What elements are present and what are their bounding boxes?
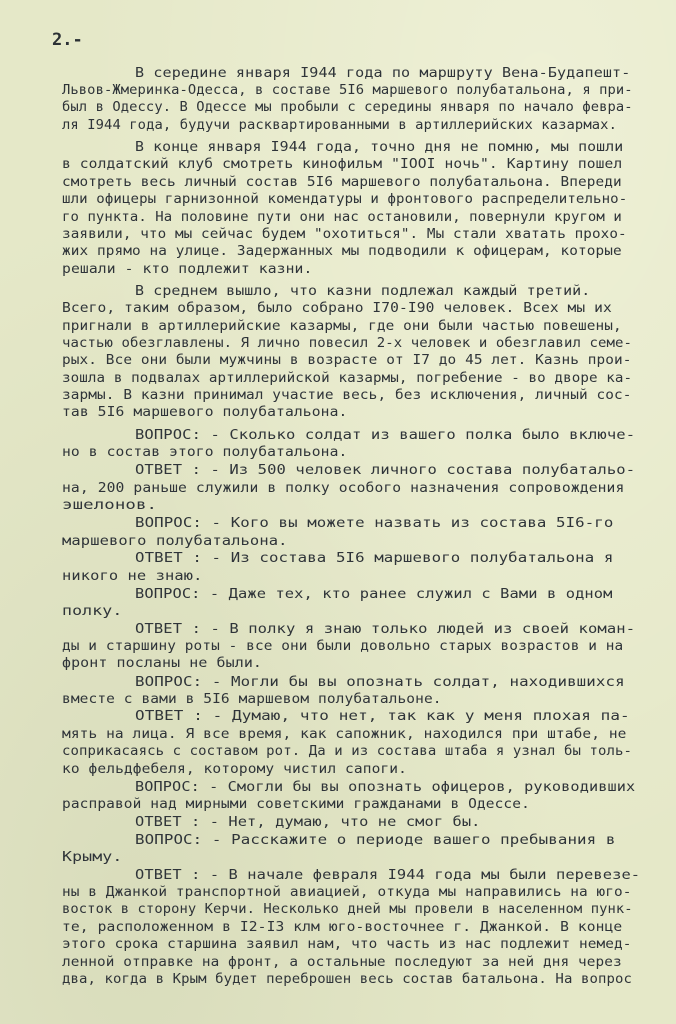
- text-line: эшелонов.: [62, 497, 158, 513]
- text-line: заявили, что мы сейчас будем "охотиться". Мы стали хватать прохо-: [62, 226, 627, 242]
- text-line: Крыму.: [62, 849, 123, 865]
- text-line: ВОПРОС: - Смогли бы вы опознать офицеров, руководивших: [135, 779, 636, 795]
- text-line: маршевого полубатальона.: [62, 533, 288, 549]
- text-line: полку.: [62, 603, 123, 619]
- text-line: ОТВЕТ : - Думаю, что нет, так как у меня плохая па-: [135, 708, 630, 724]
- text-line: ны в Джанкой транспортной авиацией, откуда мы направились на юго-: [62, 884, 632, 900]
- text-line: частью обезглавлены. Я лично повесил 2-х человек и обезглавил семе-: [62, 335, 633, 351]
- text-line: В среднем вышло, что казни подлежал каждый третий.: [135, 283, 591, 299]
- text-line: ВОПРОС: - Кого вы можете назвать из состава 5I6-го: [135, 515, 614, 531]
- text-line: жих прямо на улице. Задержанных мы подводили к офицерам, которые: [62, 243, 622, 259]
- text-line: ленной отправке на фронт, а остальные последуют за ней дня через: [62, 954, 622, 970]
- text-line: ВОПРОС: - Расскажите о периоде вашего пребывания в: [135, 832, 616, 848]
- text-line: соприкасаясь с составом рот. Да и из состава штаба я узнал бы толь-: [62, 743, 633, 759]
- text-line: ОТВЕТ : - В полку я знаю только людей из своей коман-: [135, 621, 636, 637]
- text-line: ВОПРОС: - Могли бы вы опознать солдат, находившихся: [135, 674, 625, 690]
- text-line: ВОПРОС: - Даже тех, кто ранее служил с Вами в одном: [135, 586, 613, 602]
- text-line: пригнали в артиллерийские казармы, где они были частью повешены,: [62, 318, 622, 334]
- text-line: те, расположенном в I2-I3 клм юго-восточнее г. Джанкой. В конце: [62, 919, 623, 935]
- text-line: восток в сторону Керчи. Несколько дней мы провели в населенном пунк-: [62, 901, 633, 917]
- text-line: расправой над мирными советскими гражданами в Одессе.: [62, 796, 530, 812]
- text-line: на, 200 раньше служили в полку особого назначения сопровождения: [62, 480, 625, 496]
- text-line: никого не знаю.: [62, 568, 203, 584]
- text-line: в солдатский клуб смотреть кинофильм "IOOI ночь". Картину пошел: [62, 156, 623, 172]
- text-line: ВОПРОС: - Сколько солдат из вашего полка было включе-: [135, 427, 636, 443]
- text-line: го пункта. На половине пути они нас остановили, повернули кругом и: [62, 209, 622, 225]
- text-line: ОТВЕТ : - В начале февраля I944 года мы были перевезе-: [135, 867, 641, 883]
- text-line: был в Одессу. В Одессе мы пробыли с середины января по начало февра-: [62, 99, 633, 115]
- text-line: ОТВЕТ : - Из 500 человек личного состава полубатальо-: [135, 462, 636, 478]
- text-line: шли офицеры гарнизонной комендатуры и фронтового распределительно-: [62, 191, 628, 207]
- text-line: Львов-Жмеринка-Одесса, в составе 5I6 маршевого полубатальона, я при-: [62, 82, 633, 98]
- text-line: мять на лица. Я все время, как сапожник, находился при штабе, не: [62, 726, 627, 742]
- text-line: ды и старшину роты - все они были довольно старых возрастов и на: [62, 638, 624, 654]
- text-line: зошла в подвалах артиллерийской казармы, погребение - во дворе ка-: [62, 370, 633, 386]
- text-line: В конце января I944 года, точно дня не помню, мы пошли: [135, 139, 624, 155]
- bleed-through-text: [210, 48, 410, 64]
- text-line: ОТВЕТ : - Нет, думаю, что не смог бы.: [135, 814, 481, 830]
- text-line: тав 5I6 маршевого полубатальона.: [62, 404, 348, 420]
- text-line: два, когда в Крым будет переброшен весь состав батальона. На вопрос: [62, 971, 633, 987]
- text-line: ОТВЕТ : - Из состава 5I6 маршевого полубатальона я: [135, 550, 614, 566]
- page-number: 2.-: [52, 30, 83, 50]
- text-line: зармы. В казни принимал участие весь, без исключения, личный сос-: [62, 387, 632, 403]
- text-line: смотреть весь личный состав 5I6 маршевого полубатальона. Впереди: [62, 174, 622, 190]
- text-line: В середине января I944 года по маршруту Вена-Будапешт-: [135, 65, 631, 81]
- text-line: этого срока старшина заявил нам, что часть из нас подлежит немед-: [62, 936, 632, 952]
- text-line: ко фельдфебеля, которому чистил сапоги.: [62, 761, 407, 777]
- text-line: вместе с вами в 5I6 маршевом полубатальоне.: [62, 691, 442, 707]
- text-line: фронт посланы не были.: [62, 655, 263, 671]
- text-line: рых. Все они были мужчины в возрасте от I7 до 45 лет. Казнь прои-: [62, 352, 632, 368]
- text-line: Всего, таким образом, было собрано I70-I90 человек. Всех мы их: [62, 300, 612, 316]
- text-line: но в состав этого полубатальона.: [62, 444, 348, 460]
- text-line: решали - кто подлежит казни.: [62, 261, 313, 277]
- text-line: ля I944 года, будучи расквартированными в артиллерийских казармах.: [62, 117, 617, 133]
